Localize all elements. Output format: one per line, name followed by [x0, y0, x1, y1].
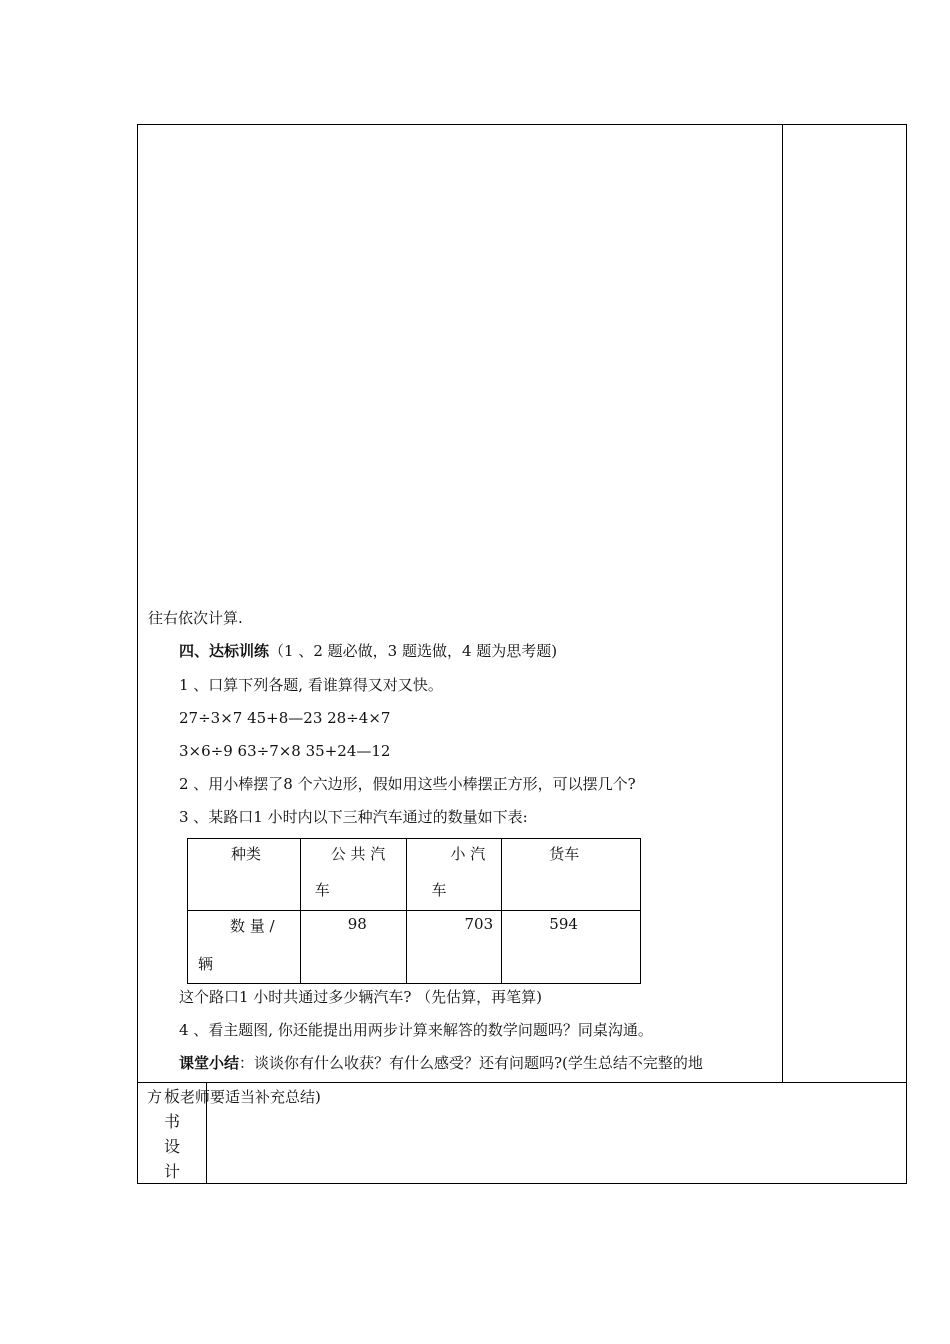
- bus-count: 98: [347, 915, 367, 933]
- section-heading: [179, 641, 557, 661]
- section-title: 四、达标训练: [179, 642, 270, 660]
- summary-text: ：谈谈你有什么收获？有什么感受？还有问题吗?(学生总结不完整的地: [239, 1054, 703, 1072]
- header-bus-cell: [300, 839, 406, 911]
- question-1: 1 、口算下列各题, 看谁算得又对又快。: [179, 676, 443, 694]
- continuation-text: 往右依次计算.: [148, 609, 243, 627]
- question-2: 2 、用小棒摆了8 个六边形，假如用这些小棒摆正方形，可以摆几个?: [179, 775, 636, 793]
- header-truck: 货车: [549, 845, 580, 863]
- summary-continuation-b: 老师要适当补充总结): [180, 1088, 321, 1106]
- board-row-divider: [137, 1082, 907, 1083]
- section-note: （1 、2 题必做，3 题选做，4 题为思考题): [269, 642, 558, 660]
- header-bus-line1: 公 共 汽: [330, 845, 386, 863]
- row-label-cell: [188, 911, 301, 984]
- header-truck-cell: [502, 839, 641, 911]
- after-table-question: 这个路口1 小时共通过多少辆汽车? （先估算，再笔算): [179, 988, 542, 1006]
- class-summary: [179, 1053, 703, 1073]
- board-label-char-3: 设: [163, 1137, 180, 1156]
- header-kind-cell: [188, 839, 301, 911]
- summary-continuation-a: 方: [147, 1088, 163, 1106]
- summary-label: 课堂小结: [179, 1054, 240, 1072]
- board-label-char-2: 书: [163, 1112, 180, 1131]
- truck-count: 594: [549, 915, 578, 933]
- question-4: 4 、看主题图, 你还能提出用两步计算来解答的数学问题吗？同桌沟通。: [179, 1021, 653, 1039]
- question-3: 3 、某路口1 小时内以下三种汽车通过的数量如下表:: [179, 808, 528, 826]
- header-car-cell: [406, 839, 502, 911]
- header-kind: 种类: [231, 845, 262, 863]
- right-column-divider: [782, 124, 783, 1083]
- question-1-row-2: 3×6÷9 63÷7×8 35+24—12: [179, 742, 391, 760]
- board-label-char-1: 板: [163, 1087, 180, 1106]
- header-car-line2: 车: [431, 881, 447, 899]
- header-car-line1: 小 汽: [450, 845, 486, 863]
- table-data-row: [188, 911, 641, 984]
- header-bus-line2: 车: [314, 881, 330, 899]
- table-header-row: [188, 839, 641, 911]
- car-count: 703: [464, 915, 494, 933]
- car-count-cell: [406, 911, 502, 984]
- row-label-line1: 数 量 /: [230, 917, 275, 935]
- vehicle-count-table: [187, 838, 641, 984]
- bus-count-cell: [300, 911, 406, 984]
- row-label-line2: 辆: [198, 955, 214, 973]
- truck-count-cell: [502, 911, 641, 984]
- board-label-char-4: 计: [163, 1162, 180, 1181]
- question-1-row-1: 27÷3×7 45+8—23 28÷4×7: [179, 709, 391, 727]
